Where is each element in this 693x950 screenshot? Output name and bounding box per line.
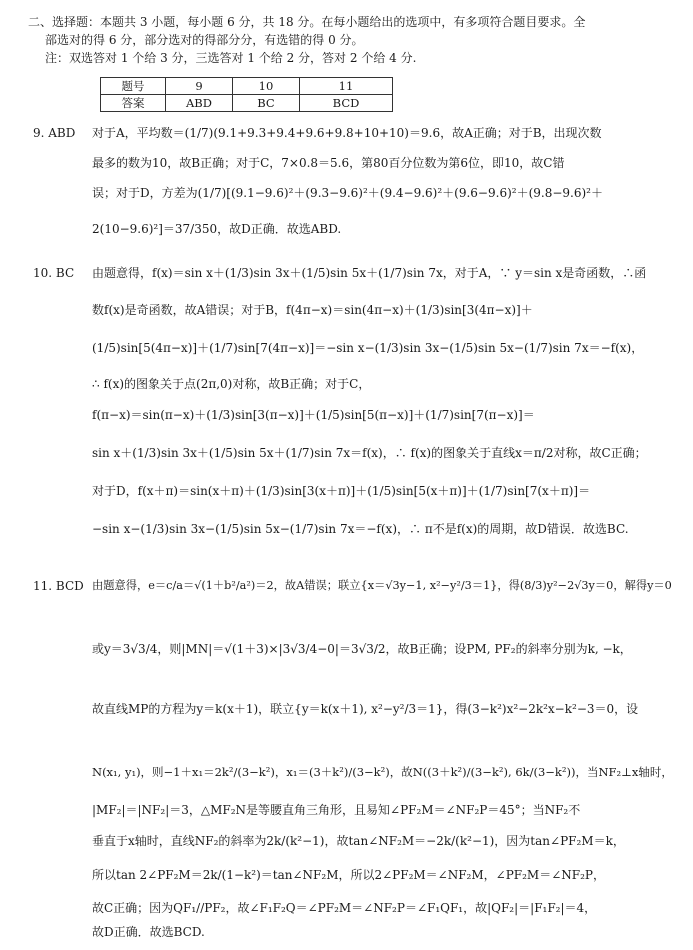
question-11-line: 故C正确；因为QF₁//PF₂，故∠F₁F₂Q＝∠PF₂M＝∠NF₂P＝∠F₁QF₁，故|QF₂|＝|F₁F₂|＝4， [92, 901, 597, 915]
answer-table-row-answer [101, 95, 393, 112]
question-10-line: ∴ f(x)的图象关于点(2π,0)对称，故B正确；对于C， [92, 377, 371, 391]
question-10-number: 10. BC [33, 266, 75, 280]
table-cell: ABD [166, 95, 233, 112]
question-10-line: 数f(x)是奇函数，故A错误；对于B，f(4π−x)＝sin(4π−x)＋(1/3)sin[3(4π−x)]＋ [92, 303, 533, 317]
question-11-line: 所以tan 2∠PF₂M＝2k/(1−k²)＝tan∠NF₂M，所以2∠PF₂M＝∠NF₂M，∠PF₂M＝∠NF₂P， [92, 868, 605, 882]
answer-table-row-question [101, 78, 393, 95]
question-11-line: 故直线MP的方程为y＝k(x＋1)，联立{y＝k(x＋1), x²−y²/3＝1}，得(3−k²)x²−2k²x−k²−3＝0，设 [92, 702, 639, 716]
question-10-line: sin x＋(1/3)sin 3x＋(1/5)sin 5x＋(1/7)sin 7x＝f(x)，∴ f(x)的图象关于直线x＝π/2对称，故C正确； [92, 446, 647, 460]
question-11-line: 垂直于x轴时，直线NF₂的斜率为2k/(k²−1)，故tan∠NF₂M＝−2k/(k²−1)，因为tan∠PF₂M＝k， [92, 834, 625, 848]
question-11-line: |MF₂|＝|NF₂|＝3，△MF₂N是等腰直角三角形，且易知∠PF₂M＝∠NF₂P＝45°；当NF₂不 [92, 803, 581, 817]
table-cell: BCD [300, 95, 393, 112]
table-cell: 题号 [101, 78, 166, 95]
table-cell: 9 [166, 78, 233, 95]
table-cell: 11 [300, 78, 393, 95]
question-9-line: 误；对于D，方差为(1/7)[(9.1−9.6)²＋(9.3−9.6)²＋(9.4−9.6)²＋(9.6−9.6)²＋(9.8−9.6)²＋ [92, 186, 603, 200]
question-11-number: 11. BCD [33, 579, 84, 593]
question-11-line: 或y＝3√3/4，则|MN|＝√(1＋3)×|3√3/4−0|＝3√3/2，故B正确；设PM, PF₂的斜率分别为k, −k， [92, 642, 632, 656]
question-10-line: f(π−x)＝sin(π−x)＋(1/3)sin[3(π−x)]＋(1/5)sin[5(π−x)]＋(1/7)sin[7(π−x)]＝ [92, 408, 535, 422]
question-11-line: N(x₁, y₁)，则−1＋x₁＝2k²/(3−k²)，x₁＝(3＋k²)/(3−k²)，故N((3＋k²)/(3−k²), 6k/(3−k²))，当NF₂⊥x轴时， [92, 765, 673, 779]
question-11-line: 故D正确．故选BCD. [92, 925, 205, 939]
question-9-line: 2(10−9.6)²]＝37/350，故D正确．故选ABD. [92, 222, 342, 236]
table-cell: BC [233, 95, 300, 112]
question-10-line: (1/5)sin[5(4π−x)]＋(1/7)sin[7(4π−x)]＝−sin x−(1/3)sin 3x−(1/5)sin 5x−(1/7)sin 7x＝−f(x)， [92, 341, 644, 355]
section-heading-line-2: 部选对的得 6 分，部分选对的得部分分，有选错的得 0 分。 [45, 33, 364, 47]
question-11-line: 由题意得，e＝c/a＝√(1＋b²/a²)＝2，故A错误；联立{x＝√3y−1, x²−y²/3＝1}，得(8/3)y²−2√3y＝0，解得y＝0 [92, 579, 672, 592]
question-9-line: 最多的数为10，故B正确；对于C，7×0.8＝5.6，第80百分位数为第6位，即10，故C错 [92, 156, 565, 170]
table-cell: 答案 [101, 95, 166, 112]
answer-table [100, 77, 393, 112]
section-heading-line-1: 二、选择题：本题共 3 小题，每小题 6 分，共 18 分。在每小题给出的选项中，有多项符合题目要求。全 [28, 15, 586, 29]
question-10-line: 对于D，f(x＋π)＝sin(x＋π)＋(1/3)sin[3(x＋π)]＋(1/5)sin[5(x＋π)]＋(1/7)sin[7(x＋π)]＝ [92, 484, 591, 498]
question-10-line: 由题意得，f(x)＝sin x＋(1/3)sin 3x＋(1/5)sin 5x＋(1/7)sin 7x，对于A，∵ y＝sin x是奇函数，∴函 [92, 266, 647, 280]
table-cell: 10 [233, 78, 300, 95]
question-9-line: 对于A，平均数＝(1/7)(9.1+9.3+9.4+9.6+9.8+10+10)＝9.6，故A正确；对于B，出现次数 [92, 126, 602, 140]
question-9-number: 9. ABD [33, 126, 76, 140]
question-10-line: −sin x−(1/3)sin 3x−(1/5)sin 5x−(1/7)sin 7x＝−f(x)，∴ π不是f(x)的周期，故D错误．故选BC. [92, 522, 629, 536]
scoring-note: 注：双选答对 1 个给 3 分，三选答对 1 个给 2 分，答对 2 个给 4 分. [45, 51, 417, 65]
